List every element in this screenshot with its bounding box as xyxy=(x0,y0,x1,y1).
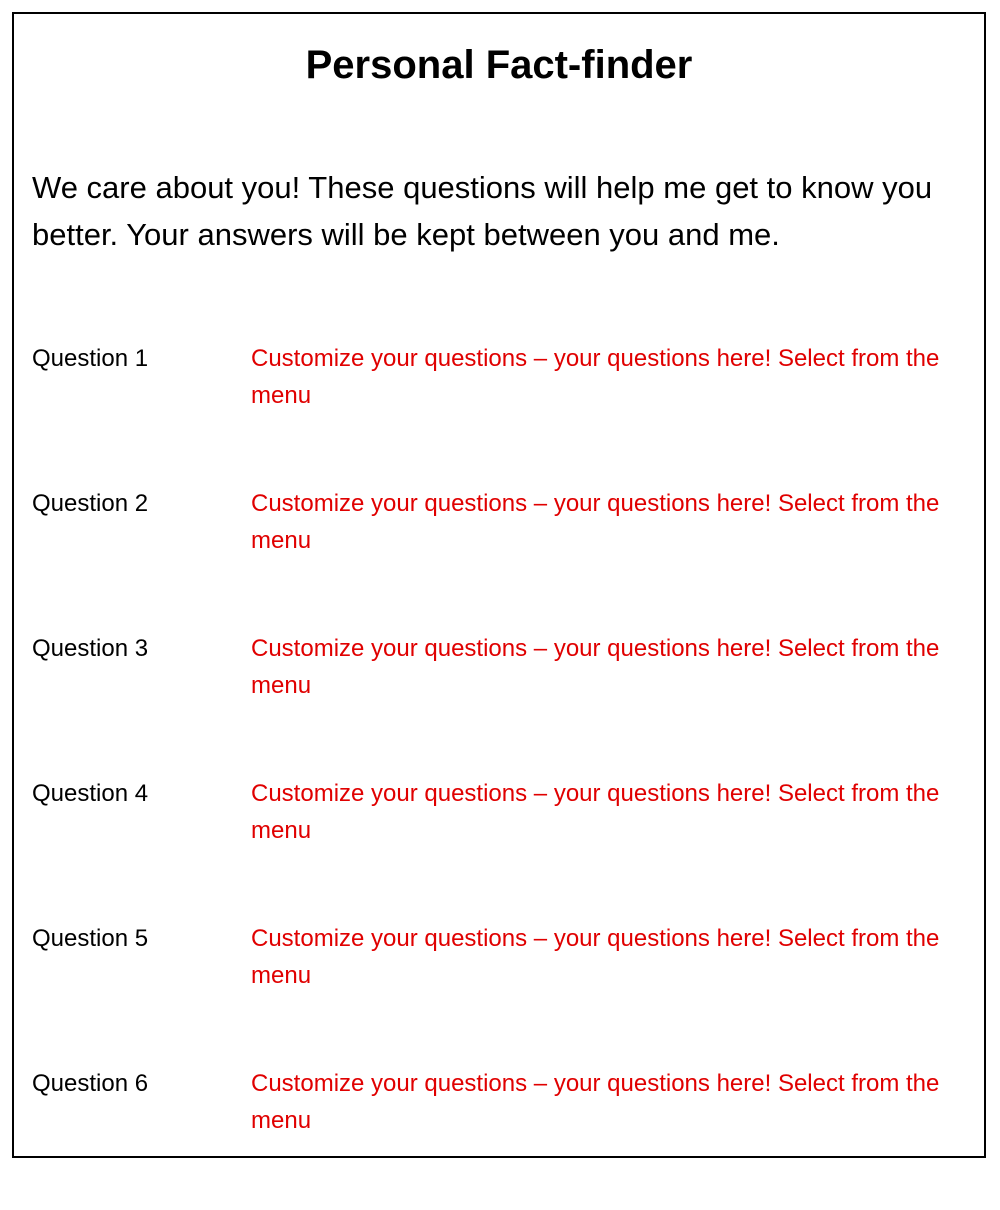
question-label: Question 6 xyxy=(32,1070,149,1097)
document-frame xyxy=(12,12,986,1158)
intro-paragraph: We care about you! These questions will help me get to know you better. Your answers will be kept between you and me. xyxy=(32,170,933,252)
question-placeholder[interactable]: Customize your questions – your questions here! Select from the menu xyxy=(251,1070,940,1134)
document-title: Personal Fact-finder xyxy=(305,43,693,87)
question-row-6 xyxy=(32,1065,972,1210)
question-row-2 xyxy=(32,485,972,630)
question-placeholder[interactable]: Customize your questions – your questions here! Select from the menu xyxy=(251,490,940,554)
question-row-3 xyxy=(32,630,972,775)
question-label: Question 2 xyxy=(32,490,149,517)
question-row-1 xyxy=(32,340,972,485)
question-placeholder[interactable]: Customize your questions – your questions here! Select from the menu xyxy=(251,780,940,844)
question-label: Question 4 xyxy=(32,780,149,807)
question-placeholder[interactable]: Customize your questions – your questions here! Select from the menu xyxy=(251,925,940,989)
question-row-5 xyxy=(32,920,972,1065)
question-list xyxy=(32,340,972,1210)
question-placeholder[interactable]: Customize your questions – your questions here! Select from the menu xyxy=(251,345,940,409)
question-label: Question 5 xyxy=(32,925,149,952)
question-placeholder[interactable]: Customize your questions – your questions here! Select from the menu xyxy=(251,635,940,699)
question-label: Question 1 xyxy=(32,345,149,372)
question-row-4 xyxy=(32,775,972,920)
question-label: Question 3 xyxy=(32,635,149,662)
